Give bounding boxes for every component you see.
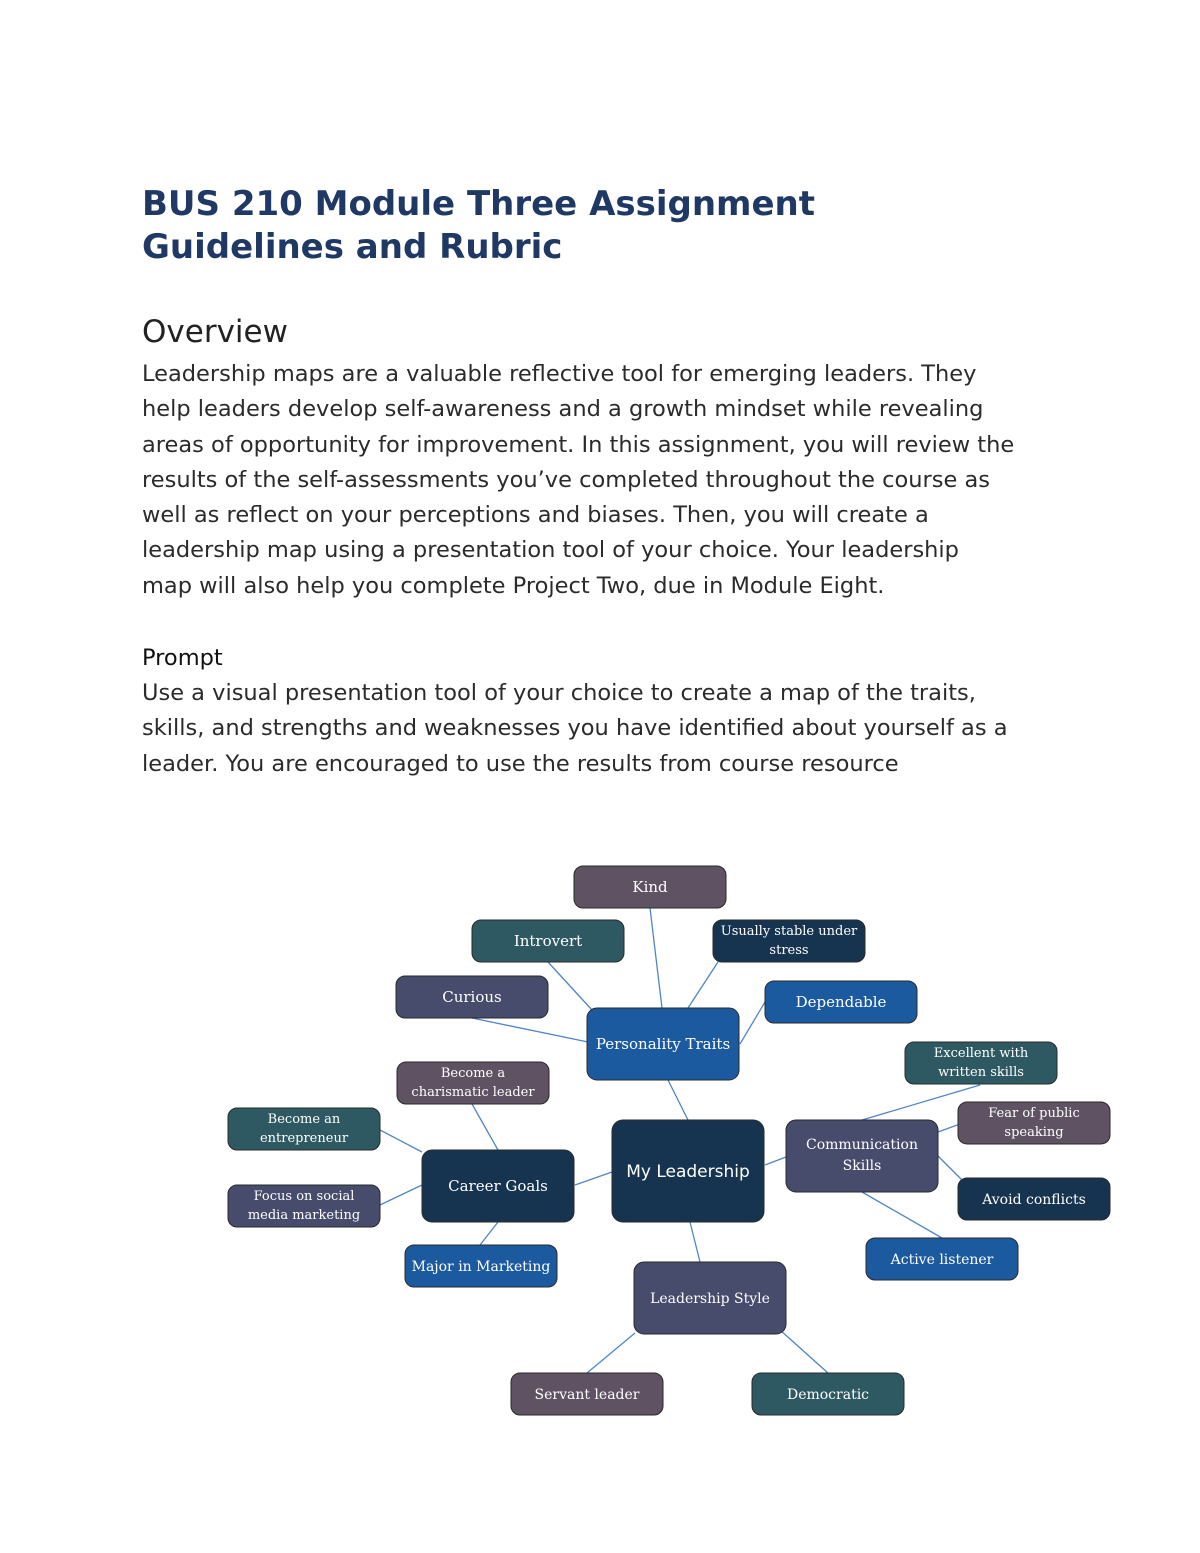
prompt-line: Use a visual presentation tool of your choice to create a map of the traits,: [142, 680, 976, 706]
title-line-2: Guidelines and Rubric: [142, 227, 563, 267]
connector-line: [780, 1330, 828, 1373]
connector-line: [575, 1172, 612, 1185]
node-label-wrap: [713, 920, 865, 962]
branch-label: Personality Traits: [595, 1035, 731, 1053]
node-label: Become an entrepreneur: [259, 1112, 349, 1146]
node-dependable: [765, 981, 917, 1023]
connector-line: [548, 962, 592, 1010]
node-label: Kind: [632, 878, 668, 896]
node-avoid-conflicts: [958, 1178, 1110, 1220]
connector-line: [472, 1104, 498, 1150]
node-communication-skills: [786, 1120, 938, 1192]
connector-line: [938, 1156, 962, 1180]
connector-line: [668, 1080, 688, 1120]
connector-line: [688, 962, 718, 1008]
node-label: Focus on social media marketing: [247, 1189, 361, 1223]
node-active-listener: [866, 1238, 1018, 1280]
node-personality-traits: [587, 1008, 739, 1080]
overview-line: help leaders develop self-awareness and a growth mindset while revealing: [142, 396, 984, 423]
node-label: Fear of public speaking: [988, 1106, 1080, 1140]
node-label: Democratic: [786, 1387, 870, 1403]
node-social-media: [228, 1185, 380, 1227]
connector-line: [938, 1124, 960, 1132]
overview-line: map will also help you complete Project Two, due in Module Eight.: [142, 572, 885, 599]
connector-line: [380, 1185, 422, 1205]
node-label: Avoid conflicts: [982, 1192, 1086, 1208]
node-label: Excellent with written skills: [933, 1046, 1029, 1080]
overview-line: Leadership maps are a valuable reflective tool for emerging leaders. They: [142, 361, 977, 387]
connector-line: [765, 1157, 786, 1165]
node-label: Become a charismatic leader: [411, 1066, 535, 1100]
prompt-line: leader. You are encouraged to use the results from course resource: [142, 750, 899, 777]
branch-label: Communication Skills: [806, 1137, 918, 1174]
connector-line: [862, 1192, 942, 1238]
node-label: Servant leader: [534, 1387, 640, 1403]
prompt-line: skills, and strengths and weaknesses you have identified about yourself as a: [142, 715, 1008, 742]
node-usually-stable: [713, 920, 865, 962]
branch-label: Career Goals: [448, 1177, 548, 1195]
branch-label: Leadership Style: [650, 1291, 770, 1307]
overview-line: well as reflect on your perceptions and biases. Then, you will create a: [142, 502, 929, 529]
overview-line: leadership map using a presentation tool of your choice. Your leadership: [142, 537, 959, 564]
title-line-1: BUS 210 Module Three Assignment: [142, 184, 815, 224]
node-leadership-style: [634, 1262, 786, 1334]
connector-line: [480, 1222, 498, 1245]
node-career-goals: [422, 1150, 574, 1222]
node-curious: [396, 976, 548, 1018]
connector-line: [380, 1130, 422, 1152]
node-my-leadership: [612, 1120, 764, 1222]
node-label: Introvert: [513, 932, 583, 950]
overview-line: results of the self-assessments you’ve completed throughout the course as: [142, 466, 991, 493]
overview-line: areas of opportunity for improvement. In this assignment, you will review the: [142, 431, 1015, 458]
node-label: Major in Marketing: [411, 1259, 551, 1275]
connector-line: [472, 1018, 588, 1042]
node-marketing: [405, 1245, 557, 1287]
node-label: Active listener: [890, 1252, 994, 1268]
node-introvert: [472, 920, 624, 962]
connector-line: [690, 1222, 700, 1262]
node-public-speaking: [958, 1102, 1110, 1144]
node-democratic: [752, 1373, 904, 1415]
node-label: Dependable: [795, 993, 887, 1011]
overview-heading: Overview: [142, 314, 288, 350]
connector-line: [650, 908, 662, 1008]
prompt-heading: Prompt: [142, 645, 223, 671]
center-label: My Leadership: [626, 1162, 750, 1182]
node-charismatic-leader: [397, 1062, 549, 1104]
node-written-skills: [905, 1042, 1057, 1084]
node-label: Usually stable under stress: [720, 924, 858, 958]
node-kind: [574, 866, 726, 908]
connector-line: [740, 1002, 765, 1044]
connector-line: [587, 1333, 635, 1373]
node-servant-leader: [511, 1373, 663, 1415]
node-entrepreneur: [228, 1108, 380, 1150]
node-label: Curious: [442, 988, 502, 1006]
